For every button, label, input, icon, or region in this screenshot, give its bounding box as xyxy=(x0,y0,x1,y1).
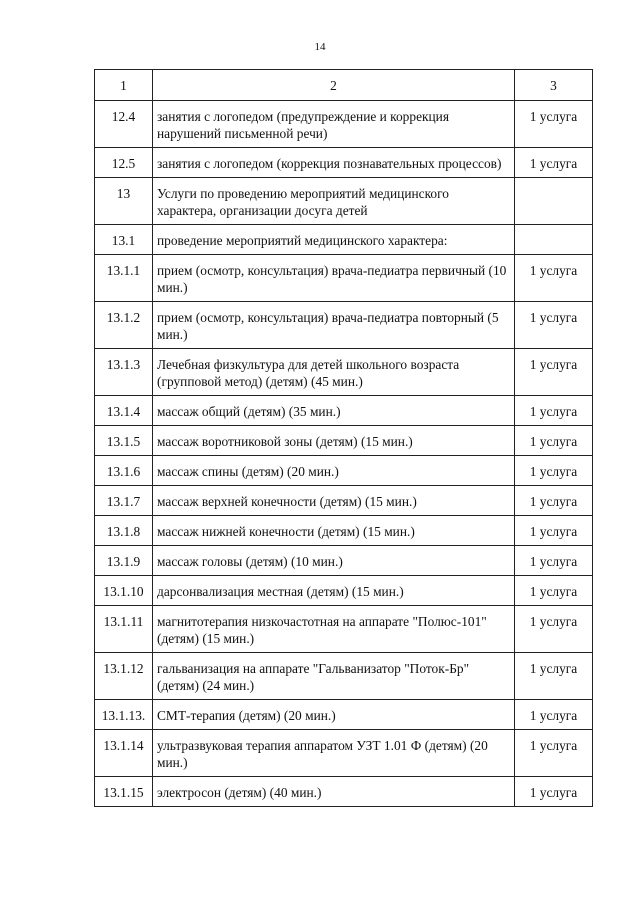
table-row xyxy=(95,101,593,148)
row-quantity-cell: 1 услуга xyxy=(515,426,593,456)
row-quantity-cell: 1 услуга xyxy=(515,349,593,396)
row-quantity-cell: 1 услуга xyxy=(515,700,593,730)
table-row xyxy=(95,178,593,225)
table-row xyxy=(95,653,593,700)
row-quantity-cell: 1 услуга xyxy=(515,777,593,807)
row-name-cell: СМТ-терапия (детям) (20 мин.) xyxy=(153,700,515,730)
row-number-cell: 13.1.9 xyxy=(95,546,153,576)
row-quantity-cell xyxy=(515,178,593,225)
row-number-cell: 13.1.12 xyxy=(95,653,153,700)
table-row xyxy=(95,255,593,302)
row-name-cell: массаж верхней конечности (детям) (15 мин.) xyxy=(153,486,515,516)
row-number-cell: 13.1.10 xyxy=(95,576,153,606)
table-row xyxy=(95,516,593,546)
row-name-cell: магнитотерапия низкочастотная на аппарате "Полюс-101" (детям) (15 мин.) xyxy=(153,606,515,653)
row-quantity-cell: 1 услуга xyxy=(515,606,593,653)
row-name-cell: массаж головы (детям) (10 мин.) xyxy=(153,546,515,576)
table-row xyxy=(95,700,593,730)
row-number-cell: 12.4 xyxy=(95,101,153,148)
row-number-cell: 13.1.2 xyxy=(95,302,153,349)
row-name-cell: прием (осмотр, консультация) врача-педиатра повторный (5 мин.) xyxy=(153,302,515,349)
row-quantity-cell: 1 услуга xyxy=(515,396,593,426)
table-row xyxy=(95,225,593,255)
row-quantity-cell: 1 услуга xyxy=(515,101,593,148)
row-quantity-cell: 1 услуга xyxy=(515,516,593,546)
column-header-quantity: 3 xyxy=(515,70,593,101)
table-row xyxy=(95,777,593,807)
row-quantity-cell: 1 услуга xyxy=(515,653,593,700)
row-quantity-cell xyxy=(515,225,593,255)
row-quantity-cell: 1 услуга xyxy=(515,456,593,486)
row-name-cell: гальванизация на аппарате "Гальванизатор "Поток-Бр" (детям) (24 мин.) xyxy=(153,653,515,700)
row-number-cell: 13.1.4 xyxy=(95,396,153,426)
table-row xyxy=(95,456,593,486)
table-row xyxy=(95,302,593,349)
table-header-row xyxy=(95,70,593,101)
table-body xyxy=(95,101,593,807)
row-quantity-cell: 1 услуга xyxy=(515,576,593,606)
row-number-cell: 13.1.7 xyxy=(95,486,153,516)
row-name-cell: дарсонвализация местная (детям) (15 мин.) xyxy=(153,576,515,606)
row-number-cell: 13.1.6 xyxy=(95,456,153,486)
services-table xyxy=(94,69,593,807)
row-number-cell: 13.1.1 xyxy=(95,255,153,302)
row-quantity-cell: 1 услуга xyxy=(515,302,593,349)
table-row xyxy=(95,349,593,396)
row-number-cell: 12.5 xyxy=(95,148,153,178)
column-header-number: 1 xyxy=(95,70,153,101)
row-quantity-cell: 1 услуга xyxy=(515,546,593,576)
row-name-cell: массаж спины (детям) (20 мин.) xyxy=(153,456,515,486)
row-name-cell: массаж общий (детям) (35 мин.) xyxy=(153,396,515,426)
row-quantity-cell: 1 услуга xyxy=(515,486,593,516)
row-number-cell: 13 xyxy=(95,178,153,225)
table-row xyxy=(95,730,593,777)
row-number-cell: 13.1.13. xyxy=(95,700,153,730)
page-number: 14 xyxy=(314,41,326,53)
table-row xyxy=(95,576,593,606)
row-name-cell: электросон (детям) (40 мин.) xyxy=(153,777,515,807)
row-number-cell: 13.1.15 xyxy=(95,777,153,807)
row-name-cell: массаж нижней конечности (детям) (15 мин.) xyxy=(153,516,515,546)
row-number-cell: 13.1 xyxy=(95,225,153,255)
row-number-cell: 13.1.3 xyxy=(95,349,153,396)
table-row xyxy=(95,148,593,178)
row-name-cell: ультразвуковая терапия аппаратом УЗТ 1.01 Ф (детям) (20 мин.) xyxy=(153,730,515,777)
column-header-name: 2 xyxy=(153,70,515,101)
table-row xyxy=(95,546,593,576)
row-quantity-cell: 1 услуга xyxy=(515,148,593,178)
row-number-cell: 13.1.5 xyxy=(95,426,153,456)
table-row xyxy=(95,396,593,426)
row-name-cell: проведение мероприятий медицинского характера: xyxy=(153,225,515,255)
row-quantity-cell: 1 услуга xyxy=(515,730,593,777)
row-name-cell: массаж воротниковой зоны (детям) (15 мин.) xyxy=(153,426,515,456)
table-row xyxy=(95,486,593,516)
row-name-cell: прием (осмотр, консультация) врача-педиатра первичный (10 мин.) xyxy=(153,255,515,302)
row-number-cell: 13.1.8 xyxy=(95,516,153,546)
row-name-cell: занятия с логопедом (предупреждение и коррекция нарушений письменной речи) xyxy=(153,101,515,148)
row-name-cell: Услуги по проведению мероприятий медицинского характера, организации досуга детей xyxy=(153,178,515,225)
row-name-cell: Лечебная физкультура для детей школьного возраста (групповой метод) (детям) (45 мин.) xyxy=(153,349,515,396)
row-quantity-cell: 1 услуга xyxy=(515,255,593,302)
table-row xyxy=(95,606,593,653)
row-number-cell: 13.1.14 xyxy=(95,730,153,777)
row-name-cell: занятия с логопедом (коррекция познавательных процессов) xyxy=(153,148,515,178)
row-number-cell: 13.1.11 xyxy=(95,606,153,653)
table-row xyxy=(95,426,593,456)
